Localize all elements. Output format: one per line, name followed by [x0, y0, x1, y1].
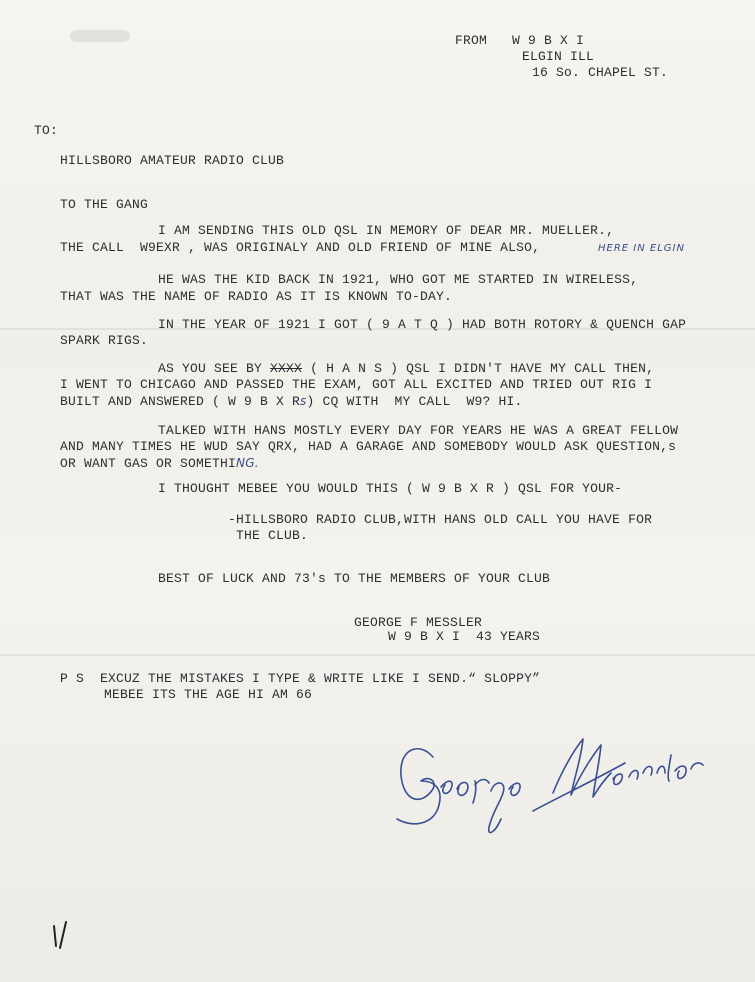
- signer-call: W 9 B X I 43 YEARS: [388, 629, 541, 644]
- struck-text: XXXX: [270, 361, 303, 376]
- sender-street: 16 So. CHAPEL ST.: [532, 65, 669, 80]
- salutation: TO THE GANG: [60, 197, 149, 212]
- ink-smudge: [70, 30, 130, 42]
- body-line: TALKED WITH HANS MOSTLY EVERY DAY FOR YEARS HE WAS A GREAT FELLOW: [158, 423, 679, 438]
- body-line: THE CLUB.: [236, 528, 309, 543]
- sender-city: ELGIN ILL: [522, 49, 595, 64]
- postscript-line: MEBEE ITS THE AGE HI AM 66: [104, 687, 313, 702]
- body-line: I WENT TO CHICAGO AND PASSED THE EXAM, GOT ALL EXCITED AND TRIED OUT RIG I: [60, 377, 653, 392]
- closing-line: BEST OF LUCK AND 73's TO THE MEMBERS OF YOUR CLUB: [158, 571, 551, 586]
- handwritten-correction: s: [300, 394, 307, 408]
- from-label: FROM: [455, 33, 488, 48]
- to-label: TO:: [34, 123, 59, 138]
- body-text: AS YOU SEE BY: [158, 361, 263, 376]
- body-line: -HILLSBORO RADIO CLUB,WITH HANS OLD CALL YOU HAVE FOR: [228, 512, 653, 527]
- body-line: I AM SENDING THIS OLD QSL IN MEMORY OF DEAR MR. MUELLER.,: [158, 223, 615, 238]
- body-line: [60, 394, 523, 409]
- body-text: OR WANT GAS OR SOMETHI: [60, 456, 237, 471]
- body-line: THE CALL W9EXR , WAS ORIGINALY AND OLD FRIEND OF MINE ALSO,: [60, 240, 541, 255]
- sender-call: W 9 B X I: [512, 33, 585, 48]
- body-line: IN THE YEAR OF 1921 I GOT ( 9 A T Q ) HAD BOTH ROTORY & QUENCH GAP: [158, 317, 687, 332]
- body-line: SPARK RIGS.: [60, 333, 149, 348]
- handwritten-note: HERE IN ELGIN: [598, 243, 685, 254]
- signer-name: GEORGE F MESSLER: [354, 615, 483, 630]
- body-line: AND MANY TIMES HE WUD SAY QRX, HAD A GARAGE AND SOMEBODY WOULD ASK QUESTION,s: [60, 439, 677, 454]
- body-line: I THOUGHT MEBEE YOU WOULD THIS ( W 9 B X R ) QSL FOR YOUR-: [158, 481, 623, 496]
- paper-fold-line: [0, 654, 755, 656]
- postscript-line: P S EXCUZ THE MISTAKES I TYPE & WRITE LIKE I SEND.“ SLOPPY”: [60, 671, 541, 686]
- body-text: BUILT AND ANSWERED ( W 9 B X R: [60, 394, 301, 409]
- body-line: [158, 362, 654, 376]
- pencil-mark: [48, 918, 72, 954]
- body-line: THAT WAS THE NAME OF RADIO AS IT IS KNOWN TO-DAY.: [60, 289, 453, 304]
- body-line: [60, 456, 259, 471]
- body-text: ( H A N S ) QSL I DIDN'T HAVE MY CALL THEN,: [302, 361, 655, 376]
- handwritten-correction: NG.: [236, 456, 259, 470]
- handwritten-signature: [385, 715, 715, 845]
- body-text: ) CQ WITH MY CALL W9? HI.: [306, 394, 523, 409]
- body-line: HE WAS THE KID BACK IN 1921, WHO GOT ME STARTED IN WIRELESS,: [158, 272, 639, 287]
- recipient: HILLSBORO AMATEUR RADIO CLUB: [60, 153, 285, 168]
